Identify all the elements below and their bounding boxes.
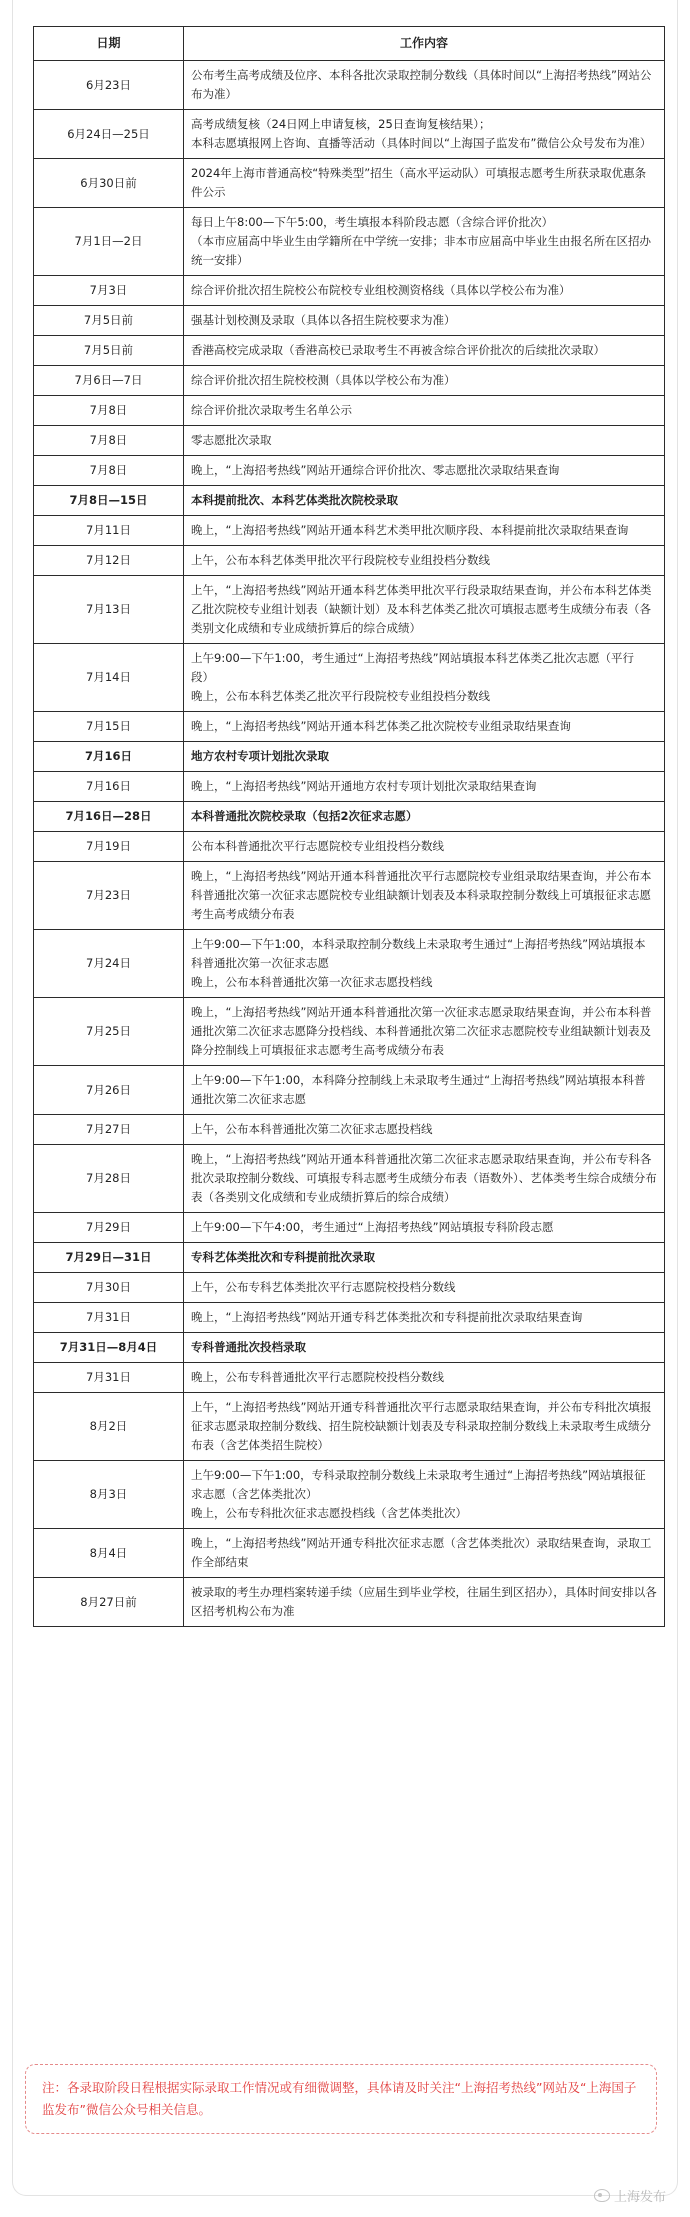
- row-date: 7月12日: [34, 546, 184, 576]
- row-date: 7月23日: [34, 862, 184, 930]
- table-row: [34, 426, 665, 456]
- weibo-icon: [594, 2189, 610, 2202]
- row-date: 7月16日—28日: [34, 802, 184, 832]
- row-content: 综合评价批次录取考生名单公示: [184, 396, 665, 426]
- header-date: 日期: [34, 27, 184, 61]
- row-content: 本科提前批次、本科艺体类批次院校录取: [184, 486, 665, 516]
- row-date: 6月24日—25日: [34, 110, 184, 159]
- row-content: 晚上，“上海招考热线”网站开通本科普通批次第二次征求志愿录取结果查询，并公布专科各批次录取控制分数线、可填报专科志愿考生成绩分布表（语数外）、艺体类考生综合成绩分布表（各类别文化成绩和专业成绩折算后的综合成绩）: [184, 1145, 665, 1213]
- row-date: 7月25日: [34, 998, 184, 1066]
- row-date: 6月23日: [34, 61, 184, 110]
- row-content: 本科普通批次院校录取（包括2次征求志愿）: [184, 802, 665, 832]
- table-row: [34, 832, 665, 862]
- table-row: [34, 1243, 665, 1273]
- schedule-table: [33, 26, 665, 1627]
- row-content: 2024年上海市普通高校“特殊类型”招生（高水平运动队）可填报志愿考生所获录取优惠条件公示: [184, 159, 665, 208]
- table-row: [34, 336, 665, 366]
- row-date: 8月3日: [34, 1461, 184, 1529]
- row-date: 7月16日: [34, 742, 184, 772]
- row-date: 7月11日: [34, 516, 184, 546]
- row-content: 晚上，“上海招考热线”网站开通专科批次征求志愿（含艺体类批次）录取结果查询，录取工作全部结束: [184, 1529, 665, 1578]
- table-row: [34, 1115, 665, 1145]
- row-content: 上午，公布专科艺体类批次平行志愿院校投档分数线: [184, 1273, 665, 1303]
- row-date: 6月30日前: [34, 159, 184, 208]
- row-content: 上午9:00—下午1:00，本科录取控制分数线上未录取考生通过“上海招考热线”网站填报本科普通批次第一次征求志愿 晚上，公布本科普通批次第一次征求志愿投档线: [184, 930, 665, 998]
- row-date: 7月30日: [34, 1273, 184, 1303]
- row-content: 晚上，“上海招考热线”网站开通地方农村专项计划批次录取结果查询: [184, 772, 665, 802]
- row-date: 7月16日: [34, 772, 184, 802]
- row-content: 晚上，“上海招考热线”网站开通本科艺体类乙批次院校专业组录取结果查询: [184, 712, 665, 742]
- row-date: 7月29日—31日: [34, 1243, 184, 1273]
- row-content: 香港高校完成录取（香港高校已录取考生不再被含综合评价批次的后续批次录取）: [184, 336, 665, 366]
- row-date: 7月29日: [34, 1213, 184, 1243]
- table-row: [34, 1333, 665, 1363]
- row-date: 7月14日: [34, 644, 184, 712]
- row-date: 7月28日: [34, 1145, 184, 1213]
- table-row: [34, 456, 665, 486]
- row-date: 7月8日: [34, 456, 184, 486]
- table-row: [34, 516, 665, 546]
- table-row: [34, 998, 665, 1066]
- table-row: [34, 576, 665, 644]
- table-row: [34, 396, 665, 426]
- table-row: [34, 1363, 665, 1393]
- row-content: 晚上，公布专科普通批次平行志愿院校投档分数线: [184, 1363, 665, 1393]
- row-content: 晚上，“上海招考热线”网站开通本科普通批次平行志愿院校专业组录取结果查询，并公布本科普通批次第一次征求志愿院校专业组缺额计划表及本科录取控制分数线上可填报征求志愿考生高考成绩分布表: [184, 862, 665, 930]
- table-row: [34, 930, 665, 998]
- row-date: 7月31日: [34, 1303, 184, 1333]
- row-date: 7月19日: [34, 832, 184, 862]
- row-content: 被录取的考生办理档案转递手续（应届生到毕业学校，往届生到区招办），具体时间安排以各区招考机构公布为准: [184, 1578, 665, 1627]
- table-row: [34, 276, 665, 306]
- table-row: [34, 712, 665, 742]
- row-date: 7月1日—2日: [34, 208, 184, 276]
- row-date: 8月2日: [34, 1393, 184, 1461]
- table-row: [34, 772, 665, 802]
- table-row: [34, 1578, 665, 1627]
- table-row: [34, 1213, 665, 1243]
- row-date: 7月5日前: [34, 336, 184, 366]
- row-date: 7月8日: [34, 426, 184, 456]
- table-row: [34, 1273, 665, 1303]
- row-date: 7月26日: [34, 1066, 184, 1115]
- row-date: 7月8日: [34, 396, 184, 426]
- table-row: [34, 644, 665, 712]
- table-row: [34, 159, 665, 208]
- row-content: 专科普通批次投档录取: [184, 1333, 665, 1363]
- row-content: 晚上，“上海招考热线”网站开通综合评价批次、零志愿批次录取结果查询: [184, 456, 665, 486]
- row-date: 7月31日: [34, 1363, 184, 1393]
- table-row: [34, 742, 665, 772]
- table-row: [34, 862, 665, 930]
- row-date: 7月13日: [34, 576, 184, 644]
- row-content: 公布考生高考成绩及位序、本科各批次录取控制分数线（具体时间以“上海招考热线”网站公布为准）: [184, 61, 665, 110]
- watermark-text: 上海发布: [613, 2190, 666, 2205]
- row-content: 专科艺体类批次和专科提前批次录取: [184, 1243, 665, 1273]
- row-content: 高考成绩复核（24日网上申请复核，25日查询复核结果）； 本科志愿填报网上咨询、直播等活动（具体时间以“上海国子监发布”微信公众号发布为准）: [184, 110, 665, 159]
- row-content: 上午，公布本科艺体类甲批次平行段院校专业组投档分数线: [184, 546, 665, 576]
- row-content: 综合评价批次招生院校公布院校专业组校测资格线（具体以学校公布为准）: [184, 276, 665, 306]
- row-date: 8月4日: [34, 1529, 184, 1578]
- row-date: 7月15日: [34, 712, 184, 742]
- table-header-row: [34, 27, 665, 61]
- row-date: 7月8日—15日: [34, 486, 184, 516]
- row-date: 7月27日: [34, 1115, 184, 1145]
- table-row: [34, 1145, 665, 1213]
- table-row: [34, 208, 665, 276]
- row-content: 零志愿批次录取: [184, 426, 665, 456]
- row-date: 8月27日前: [34, 1578, 184, 1627]
- table-row: [34, 546, 665, 576]
- row-content: 晚上，“上海招考热线”网站开通专科艺体类批次和专科提前批次录取结果查询: [184, 1303, 665, 1333]
- row-content: 强基计划校测及录取（具体以各招生院校要求为准）: [184, 306, 665, 336]
- row-content: 地方农村专项计划批次录取: [184, 742, 665, 772]
- row-content: 上午9:00—下午4:00，考生通过“上海招考热线”网站填报专科阶段志愿: [184, 1213, 665, 1243]
- schedule-card: [12, 0, 678, 2196]
- row-content: 每日上午8:00—下午5:00，考生填报本科阶段志愿（含综合评价批次） （本市应届高中毕业生由学籍所在中学统一安排；非本市应届高中毕业生由报名所在区招办统一安排）: [184, 208, 665, 276]
- table-body: [34, 61, 665, 1627]
- table-row: [34, 306, 665, 336]
- row-content: 综合评价批次招生院校校测（具体以学校公布为准）: [184, 366, 665, 396]
- table-row: [34, 61, 665, 110]
- table-row: [34, 110, 665, 159]
- row-content: 上午9:00—下午1:00，本科降分控制线上未录取考生通过“上海招考热线”网站填报本科普通批次第二次征求志愿: [184, 1066, 665, 1115]
- row-date: 7月3日: [34, 276, 184, 306]
- table-row: [34, 366, 665, 396]
- row-content: 上午9:00—下午1:00，专科录取控制分数线上未录取考生通过“上海招考热线”网站填报征求志愿（含艺体类批次） 晚上，公布专科批次征求志愿投档线（含艺体类批次）: [184, 1461, 665, 1529]
- header-content: 工作内容: [184, 27, 665, 61]
- row-content: 上午，“上海招考热线”网站开通专科普通批次平行志愿录取结果查询，并公布专科批次填报征求志愿录取控制分数线、招生院校缺额计划表及专科录取控制分数线上未录取考生成绩分布表（含艺体类招生院校）: [184, 1393, 665, 1461]
- row-content: 上午，公布本科普通批次第二次征求志愿投档线: [184, 1115, 665, 1145]
- watermark: [594, 2186, 666, 2205]
- table-row: [34, 1066, 665, 1115]
- table-row: [34, 802, 665, 832]
- table-row: [34, 1393, 665, 1461]
- row-date: 7月24日: [34, 930, 184, 998]
- row-content: 晚上，“上海招考热线”网站开通本科艺术类甲批次顺序段、本科提前批次录取结果查询: [184, 516, 665, 546]
- row-date: 7月5日前: [34, 306, 184, 336]
- row-content: 公布本科普通批次平行志愿院校专业组投档分数线: [184, 832, 665, 862]
- table-row: [34, 486, 665, 516]
- row-date: 7月31日—8月4日: [34, 1333, 184, 1363]
- table-row: [34, 1529, 665, 1578]
- row-content: 上午9:00—下午1:00，考生通过“上海招考热线”网站填报本科艺体类乙批次志愿（平行段） 晚上，公布本科艺体类乙批次平行段院校专业组投档分数线: [184, 644, 665, 712]
- row-date: 7月6日—7日: [34, 366, 184, 396]
- table-row: [34, 1461, 665, 1529]
- footnote: 注：各录取阶段日程根据实际录取工作情况或有细微调整，具体请及时关注“上海招考热线”网站及“上海国子监发布”微信公众号相关信息。: [25, 2064, 657, 2134]
- row-content: 晚上，“上海招考热线”网站开通本科普通批次第一次征求志愿录取结果查询，并公布本科普通批次第二次征求志愿降分投档线、本科普通批次第二次征求志愿院校专业组缺额计划表及降分控制线上可填报征求志愿考生高考成绩分布表: [184, 998, 665, 1066]
- row-content: 上午，“上海招考热线”网站开通本科艺体类甲批次平行段录取结果查询，并公布本科艺体类乙批次院校专业组计划表（缺额计划）及本科艺体类乙批次可填报志愿考生成绩分布表（各类别文化成绩和专业成绩折算后的综合成绩）: [184, 576, 665, 644]
- table-row: [34, 1303, 665, 1333]
